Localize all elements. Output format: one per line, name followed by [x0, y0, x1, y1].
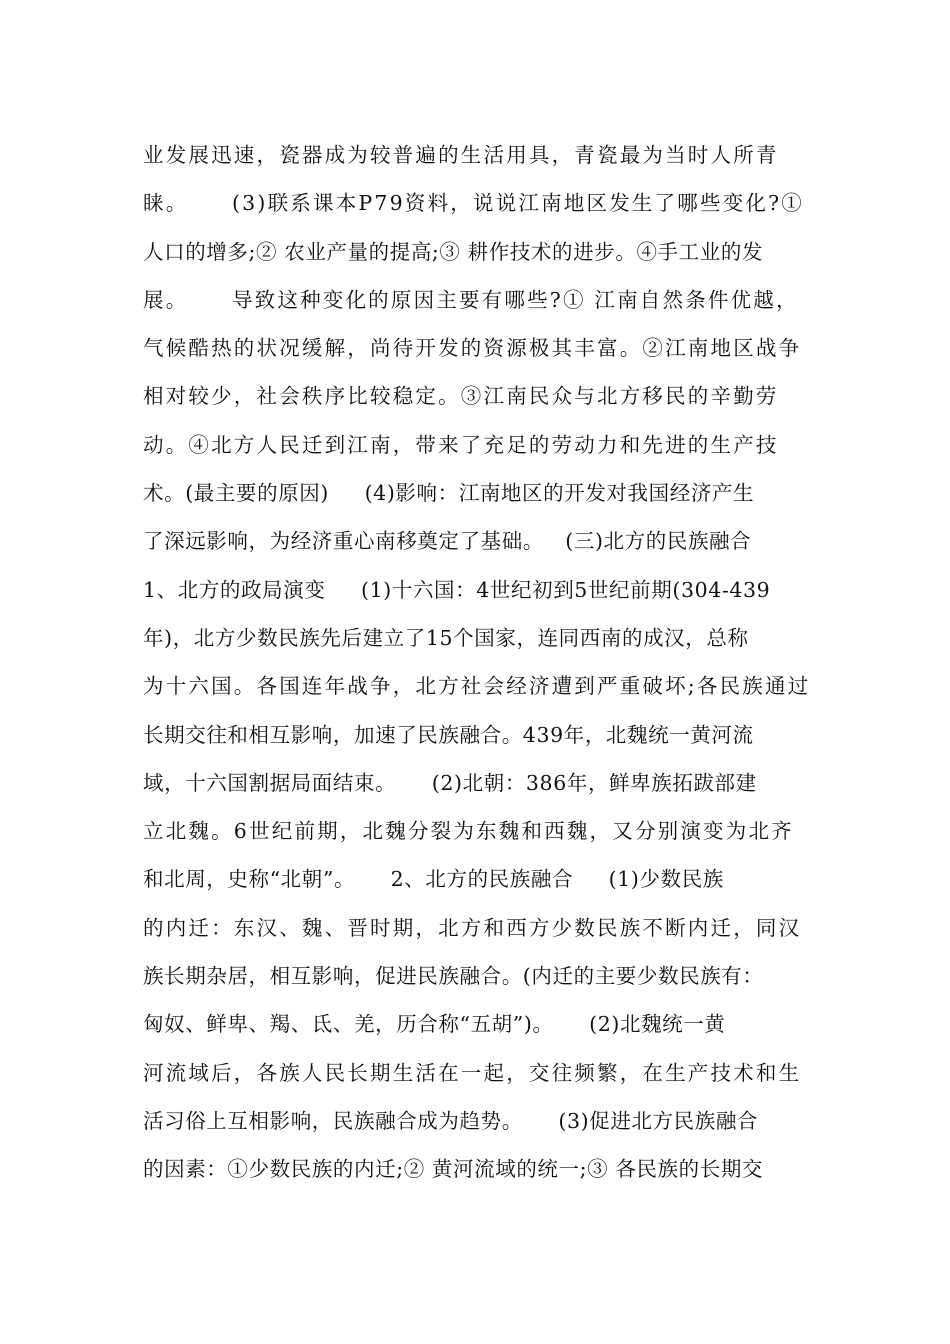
text-line: 和北周，史称“北朝”。 2、北方的民族融合 (1)少数民族 — [143, 867, 724, 892]
text-line: 立北魏。6世纪前期，北魏分裂为东魏和西魏，又分别演变为北齐 — [143, 819, 794, 844]
text-line: 族长期杂居，相互影响，促进民族融合。(内迁的主要少数民族有： — [143, 964, 764, 989]
text-line: 的内迁：东汉、魏、晋时期，北方和西方少数民族不断内迁，同汉 — [143, 915, 802, 940]
text-line: 的因素：①少数民族的内迁;② 黄河流域的统一;③ 各民族的长期交 — [143, 1157, 764, 1182]
text-line: 了深远影响，为经济重心南移奠定了基础。 (三)北方的民族融合 — [143, 529, 752, 554]
text-line: 匈奴、鲜卑、羯、氐、羌，历合称“五胡”)。 (2)北魏统一黄 — [143, 1012, 726, 1037]
text-line: 睐。 (3)联系课本P79资料，说说江南地区发生了哪些变化?① — [143, 191, 804, 216]
text-line: 动。④北方人民迁到江南，带来了充足的劳动力和先进的生产技 — [143, 432, 779, 457]
text-line: 河流域后，各族人民长期生活在一起，交往频繁，在生产技术和生 — [143, 1060, 802, 1085]
text-line: 长期交往和相互影响，加速了民族融合。439年，北魏统一黄河流 — [143, 722, 754, 747]
text-line: 相对较少，社会秩序比较稳定。③江南民众与北方移民的辛勤劳 — [143, 384, 779, 409]
text-line: 年)，北方少数民族先后建立了15个国家，连同西南的成汉，总称 — [143, 625, 749, 650]
text-line: 术。(最主要的原因) (4)影响：江南地区的开发对我国经济产生 — [143, 481, 755, 506]
text-line: 业发展迅速，瓷器成为较普遍的生活用具，青瓷最为当时人所青 — [143, 143, 779, 167]
text-line: 人口的增多;② 农业产量的提高;③ 耕作技术的进步。④手工业的发 — [143, 239, 764, 264]
text-line: 活习俗上互相影响，民族融合成为趋势。 (3)促进北方民族融合 — [143, 1108, 759, 1133]
body-text — [143, 131, 813, 1194]
text-line: 气候酷热的状况缓解，尚待开发的资源极其丰富。②江南地区战争 — [143, 336, 802, 361]
text-line: 1、北方的政局演变 (1)十六国：4世纪初到5世纪前期(304-439 — [143, 577, 771, 602]
text-line: 为十六国。各国连年战争，北方社会经济遭到严重破坏;各民族通过 — [143, 674, 811, 699]
text-line: 展。 导致这种变化的原因主要有哪些?① 江南自然条件优越， — [143, 287, 799, 312]
text-line: 域，十六国割据局面结束。 (2)北朝：386年，鲜卑族拓跋部建 — [143, 770, 757, 795]
